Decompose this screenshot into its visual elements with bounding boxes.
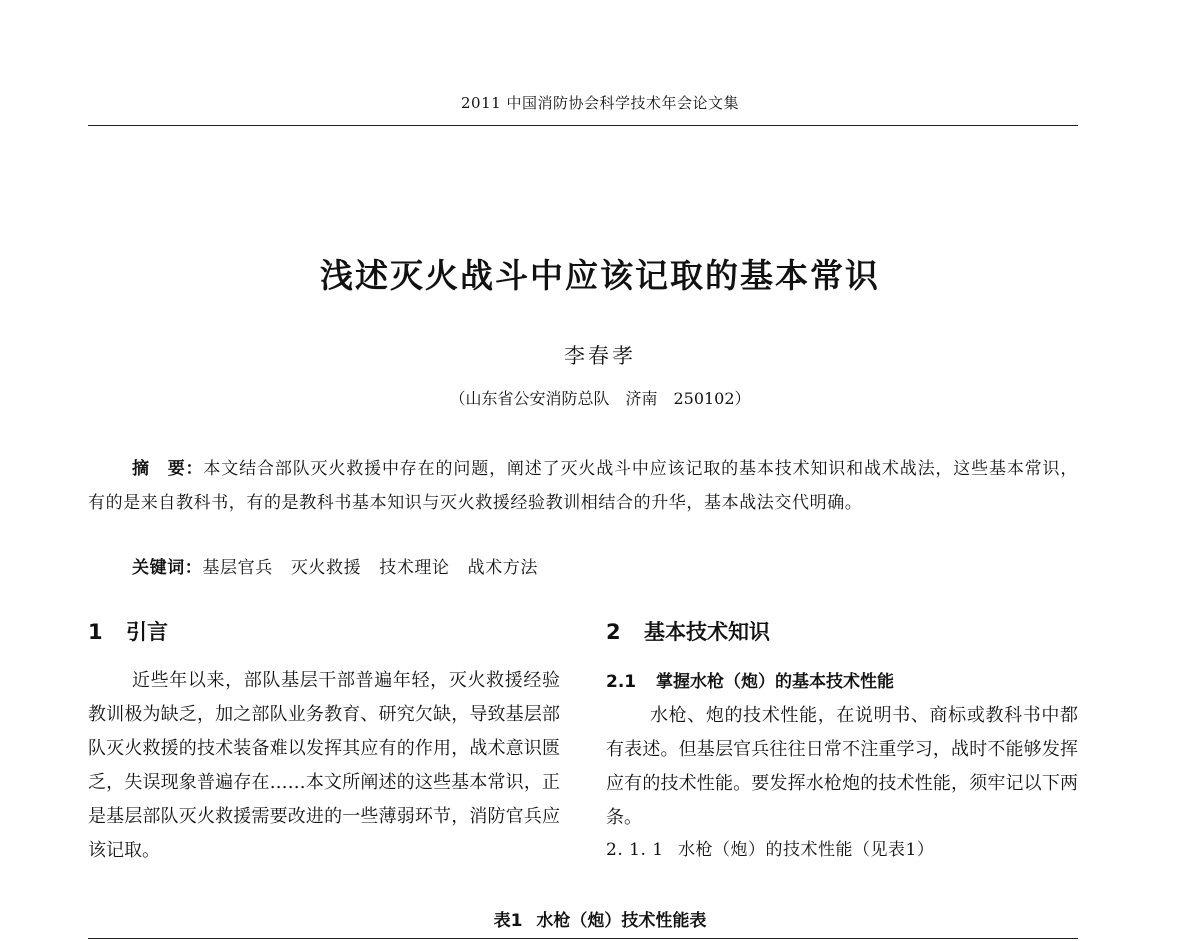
table-top-rule — [88, 938, 1078, 939]
section-1-paragraph: 近些年以来，部队基层干部普遍年轻，灭火救援经验教训极为缺乏，加之部队业务教育、研究欠缺，导致基层部队灭火救援的技术装备难以发挥其应有的作用，战术意识匮乏，失误现象普遍存在……本文所阐述的这些基本常识，正是基层部队灭火救援需要改进的一些薄弱环节，消防官兵应该记取。 — [88, 670, 560, 861]
table-caption — [0, 906, 1200, 931]
abstract — [88, 452, 1078, 520]
keyword: 技术理论 — [379, 558, 450, 578]
table-caption-text: 水枪（炮）技术性能表 — [536, 911, 707, 931]
section-title: 基本技术知识 — [644, 620, 770, 644]
subsubsection-2-1-1-heading — [606, 835, 934, 860]
author-affiliation: （山东省公安消防总队 济南 250102） — [449, 389, 751, 408]
subsubsection-title: 水枪（炮）的技术性能（见表1） — [678, 840, 935, 860]
abstract-text: 本文结合部队灭火救援中存在的问题，阐述了灭火战斗中应该记取的基本技术知识和战术战法，这些基本常识，有的是来自教科书，有的是教科书基本知识与灭火救援经验教训相结合的升华，基本战法交代明确。 — [88, 459, 1078, 513]
keyword: 灭火救援 — [290, 558, 362, 578]
section-number: 2 — [606, 620, 621, 644]
table-number: 表1 — [493, 911, 523, 931]
paper-title: 浅述灭火战斗中应该记取的基本常识 — [320, 256, 880, 295]
keyword: 战术方法 — [467, 558, 539, 578]
keywords — [132, 553, 556, 578]
abstract-label: 摘 要： — [132, 459, 204, 479]
header-rule — [88, 125, 1078, 126]
subsection-number: 2.1 — [606, 672, 637, 692]
subsection-2-1-heading — [606, 667, 894, 692]
section-1-heading — [88, 616, 168, 646]
section-title: 引言 — [126, 620, 168, 644]
section-number: 1 — [88, 620, 103, 644]
subsection-2-1-paragraph: 水枪、炮的技术性能，在说明书、商标或教科书中都有表述。但基层官兵往往日常不注重学习，战时不能够发挥应有的技术性能。要发挥水枪炮的技术性能，须牢记以下两条。 — [606, 705, 1078, 828]
running-head: 2011 中国消防协会科学技术年会论文集 — [461, 94, 739, 112]
subsection-title: 掌握水枪（炮）的基本技术性能 — [656, 672, 894, 692]
author-name: 李春孝 — [564, 344, 636, 368]
keyword: 基层官兵 — [202, 558, 273, 578]
section-2-heading — [606, 616, 770, 646]
subsubsection-number: 2. 1. 1 — [606, 840, 664, 860]
keywords-label: 关键词： — [132, 558, 203, 578]
